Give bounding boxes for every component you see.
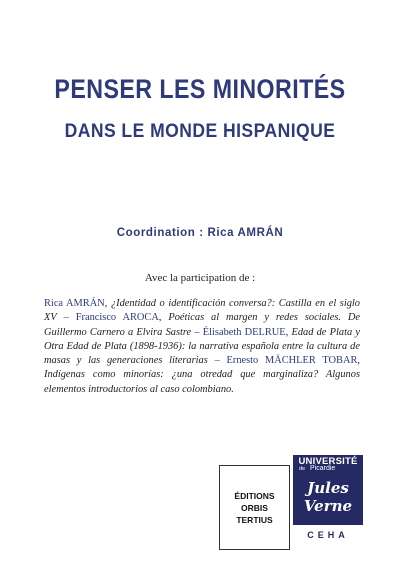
contribution-title: Indígenas como minorías: ¿una otredad que marginaliza? Algunos elementos introductorios al caso colombiano. bbox=[44, 369, 360, 395]
university-de: de bbox=[299, 466, 306, 472]
separator: – bbox=[207, 355, 227, 367]
separator: – bbox=[56, 312, 76, 324]
jules-verne-signature: Jules Verne bbox=[303, 479, 353, 515]
university-name: UNIVERSITÉ bbox=[298, 456, 358, 467]
contributor-name: Francisco AROCA bbox=[75, 312, 159, 324]
separator: , bbox=[357, 355, 361, 367]
book-title-line-1: PENSER LES MINORITÉS bbox=[54, 74, 346, 104]
separator: – bbox=[191, 326, 203, 338]
university-subtitle: Picardie bbox=[310, 465, 336, 472]
participation-intro: Avec la participation de : bbox=[144, 272, 256, 284]
coordination-line: Coordination : Rica AMRÁN bbox=[116, 227, 284, 239]
separator: , bbox=[285, 326, 292, 338]
book-title-line-2: DANS LE MONDE HISPANIQUE bbox=[64, 120, 336, 142]
contribution-title: Poéticas al margen y redes sociales. De Guillermo Carnero a Elvira Sastre bbox=[44, 312, 360, 338]
contributor-name: Ernesto MÄCHLER TOBAR bbox=[226, 355, 358, 367]
contributor-name: Rica AMRÁN bbox=[44, 298, 105, 309]
contribution-title: Edad de Plata y Otra Edad de Plata (1898-1936): la narrativa española entre la cultura de masas y las generaciones literarias bbox=[44, 326, 360, 367]
separator: , bbox=[104, 298, 111, 309]
publisher-line-3: TERTIUS bbox=[236, 514, 273, 525]
contributor-name: Élisabeth DELRUE bbox=[202, 326, 286, 338]
university-logo-box bbox=[293, 455, 363, 525]
contribution-title: ¿Identidad o identificación conversa?: Castilla en el siglo XV bbox=[44, 298, 360, 324]
publisher-line-2: ORBIS bbox=[241, 502, 268, 513]
separator: , bbox=[158, 312, 169, 324]
contributors-paragraph bbox=[44, 297, 360, 397]
ceha-label: CEHA bbox=[307, 530, 349, 540]
university-logo bbox=[293, 455, 363, 560]
publisher-line-1: ÉDITIONS bbox=[234, 490, 275, 501]
publisher-logo bbox=[219, 465, 290, 550]
